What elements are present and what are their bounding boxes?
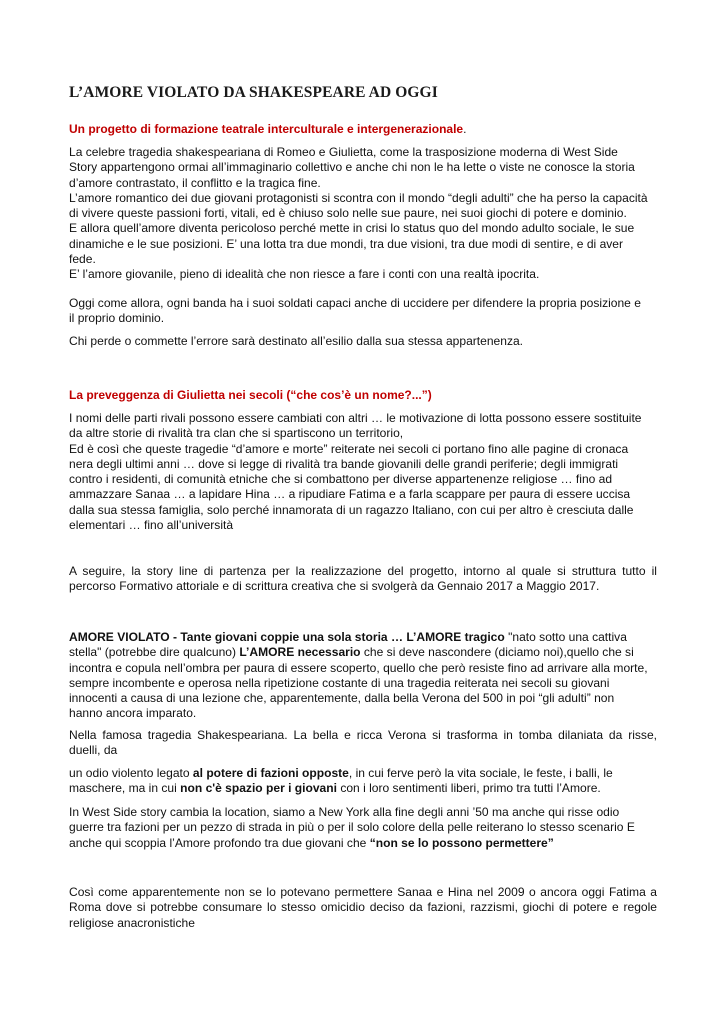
- paragraph-exile: [69, 334, 657, 349]
- paragraph-amore-violato: [69, 630, 657, 722]
- inline-text: con i loro sentimenti liberi, primo tra tutti l’Amore.: [336, 781, 601, 796]
- inline-text: maschere, ma in cui: [69, 781, 181, 796]
- text-line: E’ l’amore giovanile, pieno di idealità che non riesce a fare i conti con una realtà ipocrita.: [69, 267, 540, 281]
- bold-text: non c'è spazio per i giovani: [180, 781, 337, 796]
- text-line: [69, 836, 657, 851]
- inline-text: , in cui ferve però la vita sociale, le feste, i balli, le: [348, 766, 613, 780]
- bold-text: AMORE VIOLATO - Tante giovani coppie una sola storia … L’AMORE tragico: [69, 630, 505, 644]
- text-line: ammazzare Sanaa … a lapidare Hina … a ripudiare Fatima e a farla scappare per paura di essere uccisa: [69, 487, 631, 502]
- text-line: percorso Formativo attoriale e di scrittura creativa che si svolgerà da Gennaio 2017 a Maggio 2017.: [69, 579, 600, 594]
- text-line: In West Side story cambia la location, siamo a New York alla fine degli anni ’50 ma anche qui risse odio: [69, 805, 620, 819]
- bold-text: al potere di fazioni opposte: [192, 766, 349, 780]
- text-line: Ed è così che queste tragedie “d’amore e morte” reiterate nei secoli ci portano fino alle pagine di cronaca: [69, 441, 629, 456]
- text-line: Story appartengono ormai all’immaginario collettivo e anche chi non le ha lette o viste ne conosce la storia: [69, 160, 635, 175]
- text-line: incontra e copula nell’ombra per paura di essere scoperto, quello che però resiste fino ad arrivare alla morte,: [69, 660, 648, 675]
- inline-text: anche qui scoppia l’Amore profondo tra due giovani che: [69, 835, 370, 850]
- bold-text: L’AMORE necessario: [239, 645, 361, 660]
- paragraph-hatred: [69, 766, 657, 797]
- text-line: da altre storie di rivalità tra clan che si spartiscono un territorio,: [69, 426, 404, 441]
- text-line: nera degli ultimi anni … dove si legge di rivalità tra bande giovanili delle grandi periferie; degli immigrati: [69, 456, 619, 471]
- text-line: d’amore contrastato, il conflitto e la tragica fine.: [69, 175, 321, 190]
- text-line: L’amore romantico dei due giovani protagonisti si scontra con il mondo “degli adulti” che ha perso la capacità: [69, 190, 648, 205]
- text-line: E allora quell’amore diventa pericoloso perché mette in crisi lo status quo del mondo adulto sociale, le sue: [69, 221, 635, 236]
- text-line: dinamiche e le sue posizioni. E’ una lotta tra due mondi, tra due visioni, tra due modi di sentire, e di aver: [69, 236, 624, 251]
- project-subtitle-text: Un progetto di formazione teatrale interculturale e intergenerazionale: [69, 122, 464, 136]
- inline-text: un odio violento legato: [69, 766, 193, 780]
- text-line: Chi perde o commette l’errore sarà destinato all’esilio dalla sua stessa appartenenza.: [69, 334, 524, 348]
- text-line: [69, 630, 657, 645]
- inline-text: stella" (potrebbe dire qualcuno): [69, 645, 240, 660]
- text-line: hanno ancora imparato.: [69, 706, 197, 721]
- text-line: innocenti a causa di una lezione che, apparentemente, dalla bella Verona del 500 in poi “gli adulti” non: [69, 691, 615, 706]
- project-subtitle: [69, 122, 466, 136]
- document-title: L’AMORE VIOLATO DA SHAKESPEARE AD OGGI: [69, 84, 438, 101]
- text-line: il proprio dominio.: [69, 311, 165, 326]
- text-line: Nella famosa tragedia Shakespeariana. La bella e ricca Verona si trasforma in tomba dilaniata da risse,: [69, 728, 657, 742]
- text-line: religiose anacronistiche: [69, 915, 195, 930]
- text-line: duelli, da: [69, 743, 118, 758]
- paragraph-youth-love: [69, 267, 657, 282]
- text-line: contro i residenti, di comunità etniche che si combattono per diverse appartenenze religiose … fino ad: [69, 472, 613, 487]
- project-subtitle-period: .: [463, 122, 467, 136]
- inline-text: che si deve nascondere (diciamo noi),quello che si: [360, 645, 634, 660]
- text-line: elementari … fino all’università: [69, 518, 234, 533]
- paragraph-gangs: [69, 296, 657, 327]
- text-line: guerre tra fazioni per un pezzo di strada in più o per il solo colore della pelle reiterano lo stesso scenario E: [69, 820, 635, 835]
- text-line: Roma dove si potrebbe consumare lo stesso omicidio deciso da fazioni, razzismi, giochi di potere e regole: [69, 900, 657, 915]
- paragraph-sanaa-hina: [69, 885, 657, 931]
- text-line: I nomi delle parti rivali possono essere cambiati con altri … le motivazione di lotta possono essere sostituite: [69, 411, 642, 425]
- text-line: Oggi come allora, ogni banda ha i suoi soldati capaci anche di uccidere per difendere la propria posizione e: [69, 296, 641, 310]
- paragraph-verona: [69, 728, 657, 759]
- text-line: dalla sua stessa famiglia, solo perché innamorata di un ragazzo Italiano, con cui per altro è cresciuta dalle: [69, 502, 634, 517]
- paragraph-intro: [69, 145, 657, 267]
- text-line: Così come apparentemente non se lo potevano permettere Sanaa e Hina nel 2009 o ancora oggi Fatima a: [69, 885, 657, 899]
- text-line: di vivere queste passioni forti, vitali, ed è chiuso solo nelle sue paure, nei suoi giochi di potere e dominio.: [69, 206, 627, 221]
- bold-text: “non se lo possono permettere”: [369, 835, 554, 850]
- inline-text: "nato sotto una cattiva: [504, 630, 627, 644]
- section-subtitle-juliet: La preveggenza di Giulietta nei secoli (“che cos’è un nome?...”): [69, 388, 432, 402]
- text-line: [69, 766, 657, 781]
- paragraph-rival-names: [69, 411, 657, 533]
- text-line: La celebre tragedia shakespeariana di Romeo e Giulietta, come la trasposizione moderna di West Side: [69, 145, 618, 159]
- text-line: fede.: [69, 252, 96, 267]
- paragraph-storyline-intro: [69, 564, 657, 595]
- text-line: [69, 781, 657, 796]
- text-line: A seguire, la story line di partenza per la realizzazione del progetto, intorno al quale si struttura tutto il: [69, 564, 657, 578]
- text-line: [69, 645, 657, 660]
- text-line: sempre incombente e operosa nella ripetizione costante di una tragedia reiterata nei secoli su giovani: [69, 675, 610, 690]
- paragraph-west-side-story: [69, 805, 657, 851]
